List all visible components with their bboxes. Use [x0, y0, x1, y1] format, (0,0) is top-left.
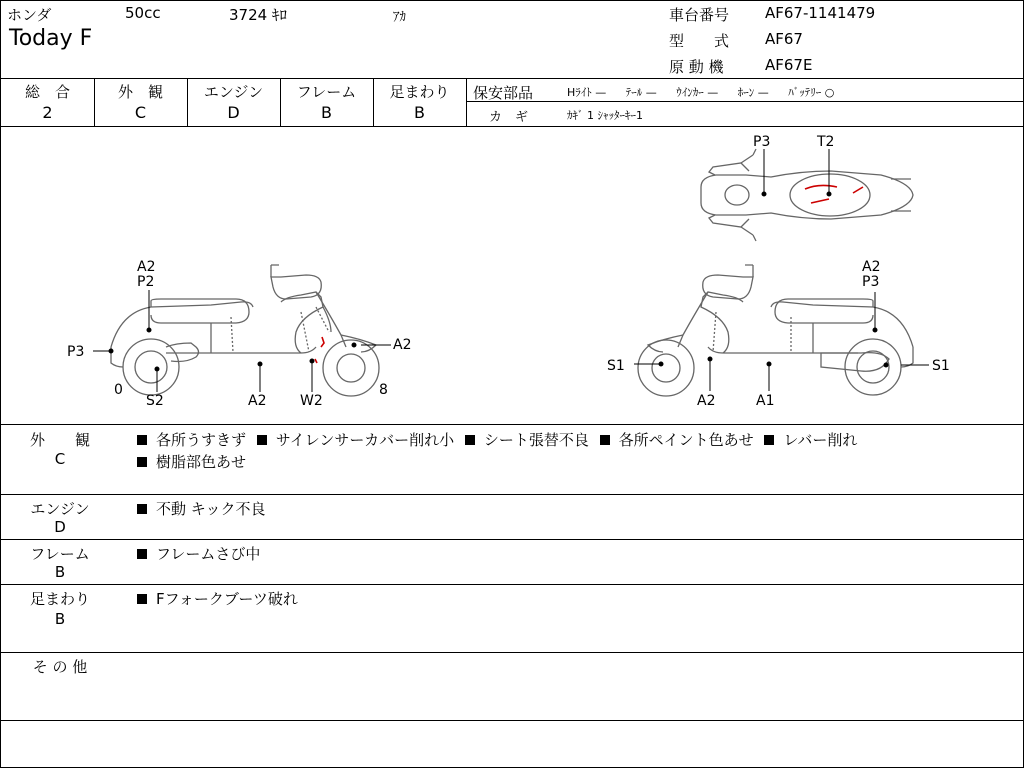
- left-label-0: 0: [114, 382, 123, 398]
- frame-no-label: 車台番号: [669, 6, 730, 24]
- displacement: 50cc: [125, 4, 161, 22]
- comment-item: 各所ペイント色あせ: [600, 431, 754, 449]
- left-label-s2: S2: [146, 393, 164, 409]
- comment-item: レバー削れ: [764, 431, 857, 449]
- comment-exterior-line2: 樹脂部色あせ: [137, 451, 246, 472]
- grade-overall-value: 2: [42, 103, 53, 122]
- engine-value: AF67E: [765, 56, 813, 74]
- mileage: 3724 ｷﾛ: [229, 6, 287, 24]
- right-label-a2-top: A2: [862, 259, 881, 275]
- divider: [1, 584, 1023, 585]
- comment-other-title: そ の 他: [32, 658, 88, 676]
- safety-battery: ﾊﾞｯﾃﾘｰ ○: [788, 86, 835, 99]
- comment-exterior-title: 外 観: [29, 431, 90, 449]
- type-value: AF67: [765, 30, 803, 48]
- grade-exterior-value: C: [134, 103, 147, 122]
- key-label: カ ギ: [489, 110, 529, 125]
- right-label-s1-right: S1: [932, 358, 950, 374]
- divider: [1, 78, 1023, 79]
- color: ｱｶ: [393, 10, 406, 25]
- type-label: 型 式: [669, 32, 730, 50]
- top-label-t2: T2: [817, 134, 835, 150]
- grade-engine-value: D: [227, 103, 240, 122]
- comment-frame-line1: フレームさび中: [137, 543, 260, 564]
- left-label-a2-bottom: A2: [248, 393, 267, 409]
- grade-engine-label: エンジン: [203, 83, 264, 101]
- left-label-w2: W2: [300, 393, 323, 409]
- safety-items: [567, 84, 844, 100]
- comment-frame-title: フレーム: [30, 545, 90, 563]
- grade-frame-label: フレーム: [296, 83, 357, 101]
- key-value: ｶｷﾞ 1 ｼｬｯﾀｰｷｰ1: [567, 109, 643, 122]
- model-name: Today F: [9, 26, 93, 51]
- safety-horn: ﾎｰﾝ —: [737, 86, 769, 99]
- comment-suspension-grade: B: [54, 610, 66, 628]
- divider: [1, 424, 1023, 425]
- comment-frame-grade: B: [54, 563, 66, 581]
- right-label-s1-left: S1: [607, 358, 625, 374]
- grade-exterior-label: 外 観: [117, 83, 163, 101]
- divider: [1, 494, 1023, 495]
- grade-overall-label: 総 合: [24, 83, 70, 101]
- comment-suspension-line1: Fフォークブーツ破れ: [137, 588, 298, 609]
- comment-engine-grade: D: [54, 518, 66, 536]
- damage-diagram: [1, 127, 1023, 423]
- left-label-8: 8: [379, 382, 388, 398]
- safety-winker: ｳｲﾝｶｰ —: [676, 86, 719, 99]
- comment-item: シート張替不良: [465, 431, 589, 449]
- safety-label: 保安部品: [473, 84, 534, 102]
- scooter-top-view: [701, 149, 913, 241]
- left-label-p3: P3: [67, 344, 85, 360]
- right-label-a1: A1: [756, 393, 775, 409]
- right-label-a2-bottom: A2: [697, 393, 716, 409]
- comment-exterior-grade: C: [54, 450, 66, 468]
- grade-suspension-label: 足まわり: [389, 83, 450, 101]
- divider: [1, 720, 1023, 721]
- comment-exterior-line1: [137, 429, 857, 450]
- grade-frame-value: B: [321, 103, 332, 122]
- grade-suspension-value: B: [414, 103, 425, 122]
- safety-tail: ﾃｰﾙ —: [625, 86, 657, 99]
- frame-no: AF67-1141479: [765, 4, 876, 22]
- left-label-a2-top: A2: [137, 259, 156, 275]
- divider: [466, 78, 467, 126]
- right-label-p3: P3: [862, 274, 880, 290]
- left-label-p2: P2: [137, 274, 155, 290]
- divider: [1, 652, 1023, 653]
- divider: [1, 539, 1023, 540]
- top-label-p3: P3: [753, 134, 771, 150]
- comment-engine-line1: 不動 キック不良: [137, 498, 265, 519]
- comment-suspension-title: 足まわり: [29, 590, 90, 608]
- left-label-a2-right: A2: [393, 337, 412, 353]
- comment-item: 各所うすきず: [137, 431, 246, 449]
- comment-engine-title: エンジン: [30, 500, 90, 518]
- engine-label: 原 動 機: [669, 58, 724, 76]
- maker: ホンダ: [7, 6, 52, 24]
- divider: [466, 101, 1023, 102]
- safety-headlight: Hﾗｲﾄ —: [567, 86, 607, 99]
- comment-item: サイレンサーカバー削れ小: [257, 431, 454, 449]
